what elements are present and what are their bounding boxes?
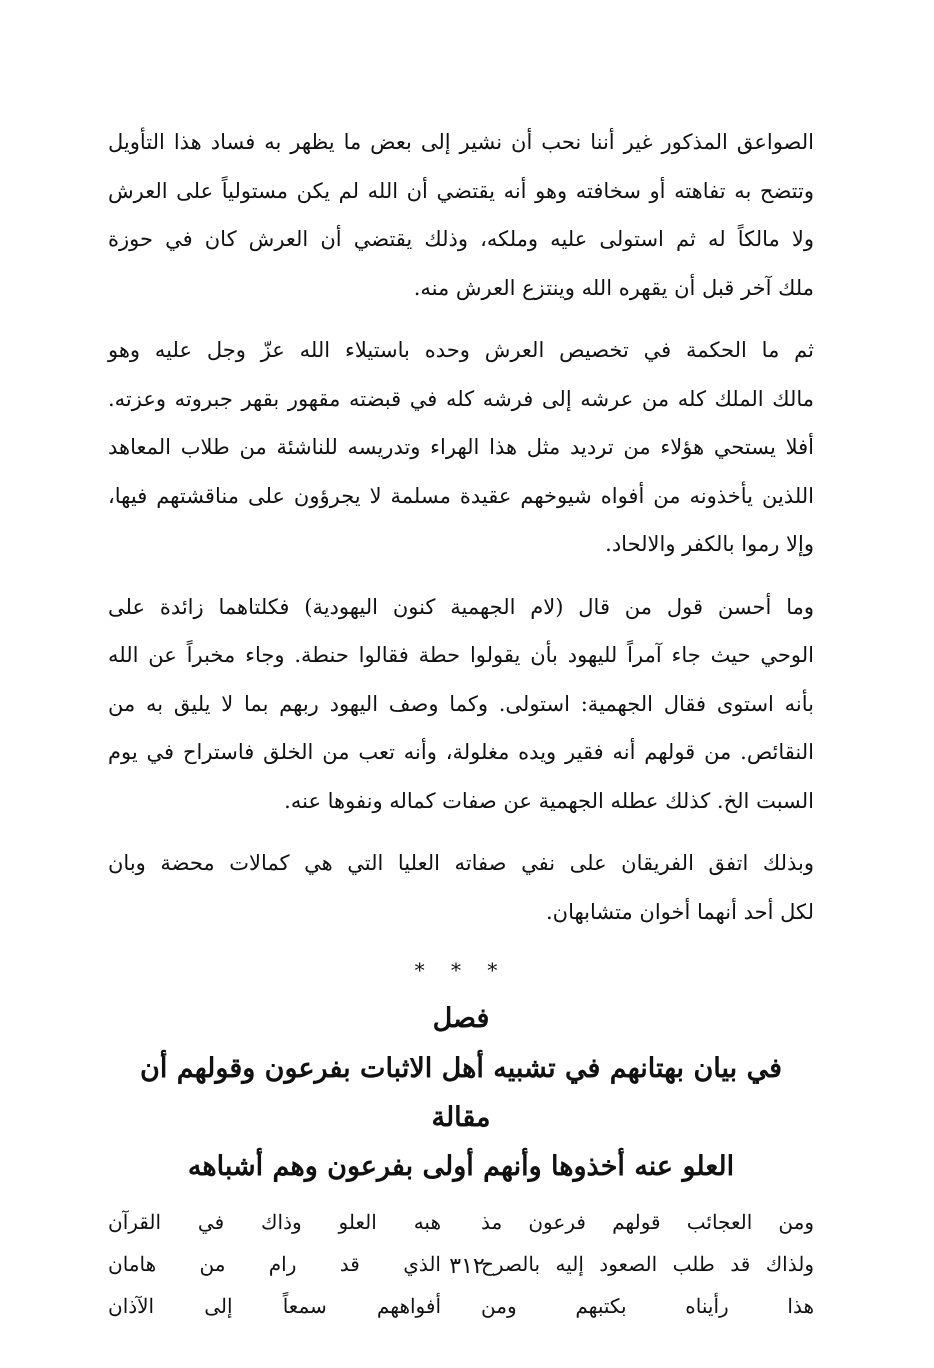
verse-second-hemistich: الذي قد رام من هامان [108, 1252, 441, 1276]
text-line: ملك آخر قبل أن يقهره الله وينتزع العرش منه. [413, 275, 814, 300]
paragraph-4 [108, 839, 814, 936]
text-line: ثم ما الحكمة في تخصيص العرش وحده باستيلاء الله عزّ وجل عليه وهو [108, 338, 814, 362]
heading-line: في بيان بهتانهم في تشبيه أهل الاثبات بفرعون وقولهم أن مقالة [140, 1053, 782, 1133]
paragraph-3 [108, 583, 814, 826]
verse-line [108, 1201, 814, 1243]
verse-second-hemistich: أفواههم سمعاً إلى الآذان [108, 1294, 441, 1318]
text-line: وبذلك اتفق الفريقان على نفي صفاته العليا التي هي كمالات محضة وبان [108, 851, 814, 875]
text-line: وتتضح به تفاهته أو سخافته وهو أنه يقتضي أن الله لم يكن مستولياً على العرش [108, 178, 814, 203]
text-line: مالك الملك كله من عرشه إلى فرشه كله في قبضته مقهور بقهر جبروته وعزته. [108, 386, 814, 411]
text-line: وإلا رموا بالكفر والالحاد. [605, 532, 814, 556]
verse-first-hemistich: هذا رأيناه بكتبهم ومن [481, 1294, 814, 1318]
text-line: لكل أحد أنهما أخوان متشابهان. [546, 899, 814, 924]
text-line: النقائص. من قولهم أنه فقير ويده مغلولة، وأنه تعب من الخلق فاستراح في يوم [108, 740, 814, 764]
text-line: ولا مالكاً له ثم استولى عليه وملكه، وذلك يقتضي أن العرش كان في حوزة [108, 227, 814, 251]
verse-first-hemistich: ولذاك قد طلب الصعود إليه بالصرح [481, 1252, 814, 1276]
text-line: الصواعق المذكور غير أننا نحب أن نشير إلى بعض ما يظهر به فساد هذا التأويل [108, 130, 814, 154]
section-heading [108, 1044, 814, 1191]
text-line: السبت الخ. كذلك عطله الجهمية عن صفات كماله ونفوها عنه. [284, 788, 814, 813]
section-title: فصل [432, 1003, 490, 1034]
verse-second-hemistich: هبه العلو وذاك في القرآن [108, 1210, 441, 1234]
page-number: ٣١٢ [449, 1254, 485, 1279]
text-line: الوحي حيث جاء آمراً لليهود بأن يقولوا حطة فقالوا حنطة. وجاء مخبراً عن الله [108, 643, 814, 667]
text-line: وما أحسن قول من قال (لام الجهمية كنون اليهودية) فكلتاهما زائدة على [108, 594, 814, 619]
text-line: أفلا يستحي هؤلاء من ترديد مثل هذا الهراء وتدريسه للناشئة من طلاب المعاهد [108, 435, 814, 459]
paragraph-1 [108, 118, 814, 312]
text-line: بأنه استوى فقال الجهمية: استولى. وكما وصف اليهود ربهم بما لا يليق به من [108, 691, 814, 716]
text-line: اللذين يأخذونه من أفواه شيوخهم عقيدة مسلمة لا يجرؤون على مناقشتهم فيها، [108, 483, 814, 508]
section-separator: * * * [414, 958, 508, 982]
verse-line [108, 1285, 814, 1327]
verse-first-hemistich: ومن العجائب قولهم فرعون مذ [481, 1210, 814, 1234]
page-body [108, 118, 814, 1327]
paragraph-2 [108, 326, 814, 569]
heading-line: العلو عنه أخذوها وأنهم أولى بفرعون وهم أشباهه [187, 1151, 735, 1182]
